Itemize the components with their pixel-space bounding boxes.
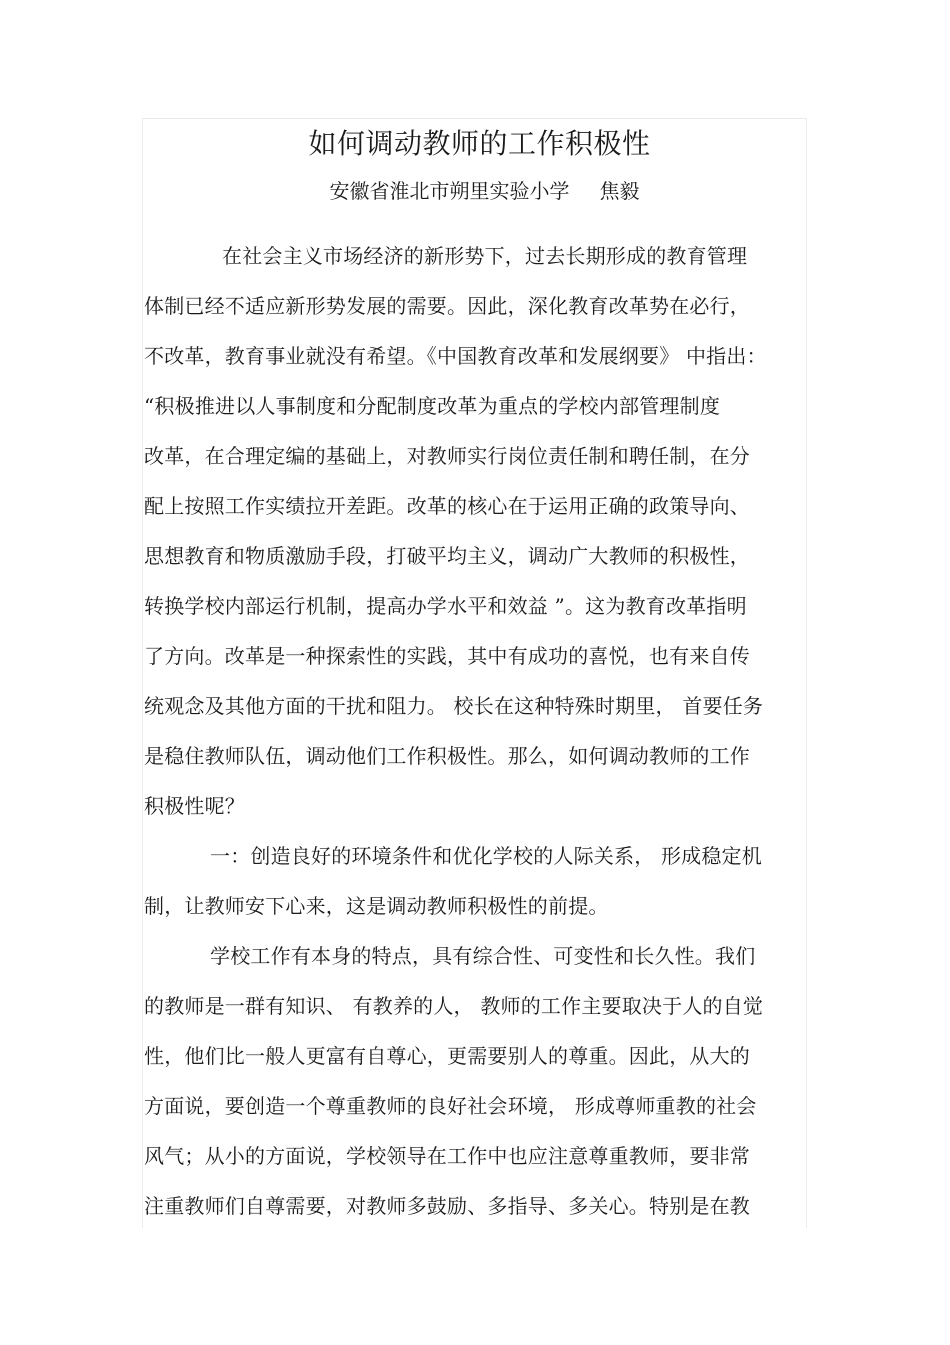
paragraph-line: 注重教师们自尊需要，对教师多鼓励、多指导、多关心。特别是在教 [144, 1194, 750, 1218]
paragraph-line: 转换学校内部运行机制，提高办学水平和效益 ”。这为教育改革指明 [144, 594, 747, 618]
paragraph-line: 统观念及其他方面的干扰和阻力。 校长在这种特殊时期里， 首要任务 [144, 694, 764, 718]
paragraph-line: 改革，在合理定编的基础上，对教师实行岗位责任制和聘任制，在分 [144, 444, 750, 468]
paragraph-line: “积极推进以人事制度和分配制度改革为重点的学校内部管理制度 [144, 394, 721, 418]
paragraph-line: 方面说，要创造一个尊重教师的良好社会环境， 形成尊师重教的社会 [144, 1094, 757, 1118]
paragraph-line: 不改革，教育事业就没有希望。《中国教育改革和发展纲要》 中指出： [144, 344, 767, 368]
school-name: 安徽省淮北市朔里实验小学 [329, 179, 570, 203]
paragraph-line: 配上按照工作实绩拉开差距。改革的核心在于运用正确的政策导向、 [144, 494, 750, 518]
paragraph-line: 思想教育和物质激励手段，打破平均主义，调动广大教师的积极性， [144, 544, 750, 568]
paragraph-line: 是稳住教师队伍，调动他们工作积极性。那么，如何调动教师的工作 [144, 744, 750, 768]
paragraph-line: 体制已经不适应新形势发展的需要。因此，深化教育改革势在必行， [144, 294, 750, 318]
paragraph-line: 性，他们比一般人更富有自尊心，更需要别人的尊重。因此，从大的 [144, 1044, 750, 1068]
document-title: 如何调动教师的工作积极性 [308, 127, 651, 160]
paragraph-line: 了方向。改革是一种探索性的实践，其中有成功的喜悦，也有来自传 [144, 644, 750, 668]
author-name: 焦毅 [599, 179, 640, 203]
paragraph-line: 积极性呢？ [144, 794, 245, 818]
section-heading-line: 一：创造良好的环境条件和优化学校的人际关系， 形成稳定机 [210, 844, 762, 868]
byline [142, 176, 807, 206]
paragraph-line: 在社会主义市场经济的新形势下，过去长期形成的教育管理 [222, 244, 748, 268]
paragraph-line: 的教师是一群有知识、 有教养的人， 教师的工作主要取决于人的自觉 [144, 994, 764, 1018]
section-heading-line: 制，让教师安下心来，这是调动教师积极性的前提。 [144, 894, 609, 918]
paragraph-line: 学校工作有本身的特点，具有综合性、可变性和长久性。我们 [210, 944, 756, 968]
paragraph-line: 风气；从小的方面说，学校领导在工作中也应注意尊重教师，要非常 [144, 1144, 750, 1168]
